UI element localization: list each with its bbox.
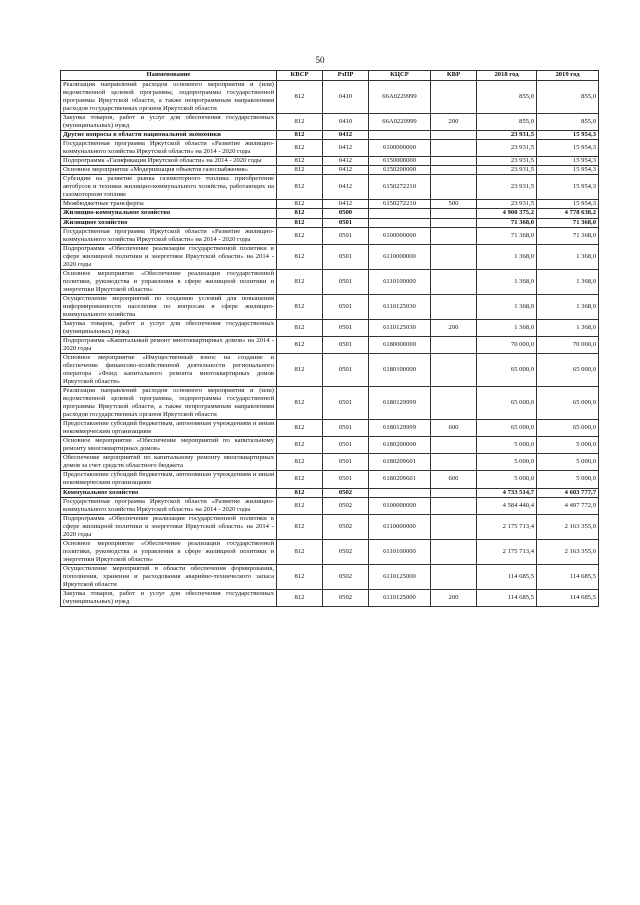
row-2018-cell: 114 685,5 <box>477 564 537 589</box>
table-row <box>61 200 599 209</box>
row-name-cell: Подпрограмма «Газификация Иркутской области» на 2014 - 2020 годы <box>61 157 277 166</box>
row-rzpr-cell: 0501 <box>323 336 369 353</box>
row-kvsr-cell: 812 <box>277 497 323 514</box>
row-kvr-cell <box>431 157 477 166</box>
row-kvr-cell <box>431 437 477 454</box>
row-name-cell: Основное мероприятие «Обеспечение реализации государственной политики, руководства и управления в сфере жилищной политики и энергетики Иркутской области» <box>61 269 277 294</box>
row-2019-cell: 2 163 355,0 <box>537 514 599 539</box>
row-kvsr-cell: 812 <box>277 140 323 157</box>
table-row <box>61 244 599 269</box>
row-2019-cell: 15 954,3 <box>537 157 599 166</box>
row-kvr-cell <box>431 354 477 387</box>
row-name-cell: Коммунальное хозяйство <box>61 488 277 497</box>
header-kcsr: КЦСР <box>369 71 431 81</box>
row-kvsr-cell: 812 <box>277 227 323 244</box>
row-rzpr-cell: 0501 <box>323 227 369 244</box>
table-row <box>61 488 599 497</box>
row-kcsr-cell <box>369 131 431 140</box>
row-2019-cell: 1 368,0 <box>537 294 599 319</box>
row-2018-cell: 23 931,5 <box>477 131 537 140</box>
row-2019-cell: 15 954,3 <box>537 175 599 200</box>
row-2018-cell: 5 000,0 <box>477 437 537 454</box>
row-kvsr-cell: 812 <box>277 454 323 471</box>
table-row <box>61 497 599 514</box>
row-2019-cell: 71 368,0 <box>537 218 599 227</box>
row-rzpr-cell: 0501 <box>323 454 369 471</box>
table-row <box>61 454 599 471</box>
row-name-cell: Закупка товаров, работ и услуг для обеспечения государственных (муниципальных) нужд <box>61 114 277 131</box>
row-2018-cell: 5 000,0 <box>477 454 537 471</box>
row-2019-cell: 4 603 777,7 <box>537 488 599 497</box>
table-row <box>61 589 599 606</box>
table-row <box>61 157 599 166</box>
table-row <box>61 209 599 218</box>
row-kvsr-cell: 812 <box>277 294 323 319</box>
row-kvsr-cell: 812 <box>277 564 323 589</box>
table-row <box>61 319 599 336</box>
row-2019-cell: 1 368,0 <box>537 269 599 294</box>
row-rzpr-cell: 0410 <box>323 81 369 114</box>
row-kvsr-cell: 812 <box>277 269 323 294</box>
row-rzpr-cell: 0412 <box>323 166 369 175</box>
row-2019-cell: 1 368,0 <box>537 244 599 269</box>
row-2018-cell: 2 175 713,4 <box>477 539 537 564</box>
row-kvr-cell <box>431 227 477 244</box>
row-2019-cell: 65 000,0 <box>537 354 599 387</box>
row-kcsr-cell: 6110100000 <box>369 539 431 564</box>
row-2019-cell: 4 497 772,9 <box>537 497 599 514</box>
row-kvsr-cell: 812 <box>277 218 323 227</box>
row-name-cell: Основное мероприятие «Имущественный взнос на создание и обеспечение финансово-хозяйственной деятельности регионального оператора «Фонд капитального ремонта многоквартирных домов Иркутской области» <box>61 354 277 387</box>
row-name-cell: Предоставление субсидий бюджетным, автономным учреждениям и иным некоммерческим организациям <box>61 420 277 437</box>
row-kvr-cell <box>431 140 477 157</box>
table-row <box>61 437 599 454</box>
row-kvr-cell <box>431 131 477 140</box>
row-kvsr-cell: 812 <box>277 81 323 114</box>
row-2018-cell: 23 931,5 <box>477 140 537 157</box>
row-2018-cell: 4 584 440,4 <box>477 497 537 514</box>
row-2019-cell: 15 954,3 <box>537 140 599 157</box>
row-2018-cell: 1 368,0 <box>477 294 537 319</box>
row-2018-cell: 1 368,0 <box>477 269 537 294</box>
row-kvr-cell: 600 <box>431 471 477 488</box>
row-kvsr-cell: 812 <box>277 157 323 166</box>
row-name-cell: Основное мероприятие «Обеспечение мероприятий по капитальному ремонту многоквартирных домов» <box>61 437 277 454</box>
row-kvsr-cell: 812 <box>277 166 323 175</box>
row-name-cell: Основное мероприятие «Обеспечение реализации государственной политики, руководства и управления в сфере жилищной политики и энергетики Иркутской области» <box>61 539 277 564</box>
row-2019-cell: 114 685,5 <box>537 564 599 589</box>
row-kcsr-cell: 6150000000 <box>369 157 431 166</box>
header-2019: 2019 год <box>537 71 599 81</box>
row-name-cell: Государственная программа Иркутской области «Развитие жилищно-коммунального хозяйства Иркутской области» на 2014 - 2020 годы <box>61 140 277 157</box>
row-kvsr-cell: 812 <box>277 539 323 564</box>
row-kcsr-cell: 6150272210 <box>369 200 431 209</box>
row-kcsr-cell <box>369 488 431 497</box>
row-kvsr-cell: 812 <box>277 200 323 209</box>
row-kvsr-cell: 812 <box>277 420 323 437</box>
row-kvr-cell: 600 <box>431 420 477 437</box>
budget-table <box>60 70 599 607</box>
row-2018-cell: 71 368,0 <box>477 227 537 244</box>
row-kvr-cell <box>431 244 477 269</box>
row-kvsr-cell: 812 <box>277 488 323 497</box>
row-2019-cell: 5 000,0 <box>537 437 599 454</box>
row-kvr-cell <box>431 488 477 497</box>
row-2018-cell: 23 931,5 <box>477 157 537 166</box>
row-rzpr-cell: 0501 <box>323 387 369 420</box>
table-row <box>61 175 599 200</box>
row-kcsr-cell: 6180209601 <box>369 454 431 471</box>
table-row <box>61 269 599 294</box>
row-2019-cell: 65 000,0 <box>537 420 599 437</box>
row-kvsr-cell: 812 <box>277 437 323 454</box>
row-kcsr-cell: 6110000000 <box>369 244 431 269</box>
row-name-cell: Подпрограмма «Капитальный ремонт многоквартирных домов» на 2014 - 2020 годы <box>61 336 277 353</box>
row-kvsr-cell: 812 <box>277 514 323 539</box>
row-kvr-cell <box>431 564 477 589</box>
row-kvr-cell <box>431 336 477 353</box>
row-kcsr-cell <box>369 218 431 227</box>
row-kcsr-cell: 6110125000 <box>369 564 431 589</box>
row-kvr-cell: 200 <box>431 319 477 336</box>
table-row <box>61 471 599 488</box>
row-2018-cell: 4 908 375,2 <box>477 209 537 218</box>
row-rzpr-cell: 0502 <box>323 514 369 539</box>
row-kcsr-cell: 6110125030 <box>369 294 431 319</box>
row-kvsr-cell: 812 <box>277 114 323 131</box>
row-2018-cell: 5 000,0 <box>477 471 537 488</box>
table-row <box>61 564 599 589</box>
row-2018-cell: 2 175 713,4 <box>477 514 537 539</box>
row-2018-cell: 23 931,5 <box>477 166 537 175</box>
row-kcsr-cell: 6110100000 <box>369 269 431 294</box>
row-rzpr-cell: 0502 <box>323 497 369 514</box>
row-kcsr-cell: 6180200000 <box>369 437 431 454</box>
table-row <box>61 114 599 131</box>
row-kcsr-cell: 6150272210 <box>369 175 431 200</box>
table-row <box>61 387 599 420</box>
table-row <box>61 81 599 114</box>
table-header-row <box>61 71 599 81</box>
row-rzpr-cell: 0410 <box>323 114 369 131</box>
row-name-cell: Субсидии на развитие рынка газомоторного топлива: приобретение автобусов и техники жилищно-коммунального хозяйства, работающих на газомоторном топливе <box>61 175 277 200</box>
row-rzpr-cell: 0501 <box>323 244 369 269</box>
row-2018-cell: 65 000,0 <box>477 354 537 387</box>
row-kvr-cell <box>431 497 477 514</box>
row-kvr-cell <box>431 218 477 227</box>
row-2019-cell: 15 954,3 <box>537 200 599 209</box>
row-kcsr-cell: 6110125000 <box>369 589 431 606</box>
table-row <box>61 227 599 244</box>
row-2019-cell: 1 368,0 <box>537 319 599 336</box>
row-kcsr-cell: 6180000000 <box>369 336 431 353</box>
table-body <box>61 81 599 607</box>
row-name-cell: Реализация направлений расходов основного мероприятия и (или) ведомственной целевой программы, подпрограммы государственной программы Иркутской области, а также непрограммным направлениям расходов государственных органов Иркутской области <box>61 387 277 420</box>
row-2019-cell: 2 163 355,0 <box>537 539 599 564</box>
row-rzpr-cell: 0501 <box>323 471 369 488</box>
row-kcsr-cell: 66А0229999 <box>369 114 431 131</box>
row-2018-cell: 855,0 <box>477 114 537 131</box>
row-rzpr-cell: 0412 <box>323 175 369 200</box>
row-name-cell: Осуществление мероприятий по созданию условий для повышения информированности населения по вопросам в сфере жилищно-коммунального хозяйства <box>61 294 277 319</box>
row-kcsr-cell: 6100000000 <box>369 497 431 514</box>
row-rzpr-cell: 0412 <box>323 140 369 157</box>
header-rzpr: РзПР <box>323 71 369 81</box>
row-name-cell: Межбюджетные трансферты <box>61 200 277 209</box>
row-2019-cell: 855,0 <box>537 81 599 114</box>
row-2018-cell: 114 685,5 <box>477 589 537 606</box>
row-2019-cell: 15 954,3 <box>537 166 599 175</box>
row-rzpr-cell: 0502 <box>323 488 369 497</box>
table-row <box>61 218 599 227</box>
row-kvsr-cell: 812 <box>277 336 323 353</box>
row-2019-cell: 70 000,0 <box>537 336 599 353</box>
row-name-cell: Осуществление мероприятий в области обеспечения формирования, пополнения, хранения и расходования аварийно-технического запаса Иркутской области <box>61 564 277 589</box>
row-rzpr-cell: 0501 <box>323 437 369 454</box>
row-2018-cell: 1 368,0 <box>477 319 537 336</box>
row-kvsr-cell: 812 <box>277 387 323 420</box>
row-kcsr-cell: 6100000000 <box>369 140 431 157</box>
header-name: Наименование <box>61 71 277 81</box>
row-kcsr-cell: 6110125030 <box>369 319 431 336</box>
row-2019-cell: 855,0 <box>537 114 599 131</box>
row-2019-cell: 114 685,5 <box>537 589 599 606</box>
row-name-cell: Основное мероприятие «Модернизация объектов газоснабжения» <box>61 166 277 175</box>
row-kvsr-cell: 812 <box>277 471 323 488</box>
row-kcsr-cell: 6180209601 <box>369 471 431 488</box>
row-kvsr-cell: 812 <box>277 131 323 140</box>
row-kcsr-cell: 6180129999 <box>369 420 431 437</box>
row-rzpr-cell: 0412 <box>323 131 369 140</box>
row-kvsr-cell: 812 <box>277 209 323 218</box>
row-kvr-cell: 200 <box>431 114 477 131</box>
row-name-cell: Реализация направлений расходов основного мероприятия и (или) ведомственной целевой программы, подпрограммы государственной программы Иркутской области, а также непрограммным направлениям расходов государственных органов Иркутской области <box>61 81 277 114</box>
row-kvr-cell <box>431 269 477 294</box>
row-rzpr-cell: 0500 <box>323 209 369 218</box>
row-2019-cell: 5 000,0 <box>537 471 599 488</box>
table-row <box>61 354 599 387</box>
row-2018-cell: 4 733 514,7 <box>477 488 537 497</box>
row-name-cell: Другие вопросы в области национальной экономики <box>61 131 277 140</box>
row-kcsr-cell: 6150200000 <box>369 166 431 175</box>
row-kvsr-cell: 812 <box>277 354 323 387</box>
row-rzpr-cell: 0502 <box>323 539 369 564</box>
row-2018-cell: 65 000,0 <box>477 387 537 420</box>
row-kvr-cell <box>431 454 477 471</box>
row-name-cell: Жилищное хозяйство <box>61 218 277 227</box>
row-kvr-cell <box>431 539 477 564</box>
row-name-cell: Обеспечение мероприятий по капитальному ремонту многоквартирных домов за счет средств областного бюджета <box>61 454 277 471</box>
table-row <box>61 514 599 539</box>
table-row <box>61 420 599 437</box>
row-2019-cell: 71 368,0 <box>537 227 599 244</box>
row-kvr-cell <box>431 514 477 539</box>
row-kcsr-cell: 6180100000 <box>369 354 431 387</box>
row-kvr-cell: 200 <box>431 589 477 606</box>
row-rzpr-cell: 0412 <box>323 200 369 209</box>
row-2018-cell: 1 368,0 <box>477 244 537 269</box>
row-kcsr-cell <box>369 209 431 218</box>
row-rzpr-cell: 0501 <box>323 354 369 387</box>
row-name-cell: Закупка товаров, работ и услуг для обеспечения государственных (муниципальных) нужд <box>61 319 277 336</box>
table-row <box>61 539 599 564</box>
row-2018-cell: 71 368,0 <box>477 218 537 227</box>
row-kcsr-cell: 6100000000 <box>369 227 431 244</box>
row-rzpr-cell: 0502 <box>323 564 369 589</box>
row-kcsr-cell: 6180129999 <box>369 387 431 420</box>
row-2019-cell: 5 000,0 <box>537 454 599 471</box>
row-kvr-cell <box>431 166 477 175</box>
row-2018-cell: 65 000,0 <box>477 420 537 437</box>
row-kvr-cell <box>431 209 477 218</box>
row-kvsr-cell: 812 <box>277 319 323 336</box>
row-rzpr-cell: 0502 <box>323 589 369 606</box>
row-name-cell: Закупка товаров, работ и услуг для обеспечения государственных (муниципальных) нужд <box>61 589 277 606</box>
table-row <box>61 131 599 140</box>
row-rzpr-cell: 0501 <box>323 319 369 336</box>
row-2018-cell: 70 000,0 <box>477 336 537 353</box>
row-kvr-cell <box>431 81 477 114</box>
header-kvsr: КВСР <box>277 71 323 81</box>
row-kvsr-cell: 812 <box>277 244 323 269</box>
row-kcsr-cell: 66А0229999 <box>369 81 431 114</box>
row-2019-cell: 65 000,0 <box>537 387 599 420</box>
row-kvr-cell: 500 <box>431 200 477 209</box>
row-name-cell: Государственная программа Иркутской области «Развитие жилищно-коммунального хозяйства Иркутской области» на 2014 - 2020 годы <box>61 497 277 514</box>
row-2018-cell: 23 931,5 <box>477 200 537 209</box>
header-2018: 2018 год <box>477 71 537 81</box>
table-row <box>61 294 599 319</box>
row-2018-cell: 23 931,5 <box>477 175 537 200</box>
row-name-cell: Жилищно-коммунальное хозяйство <box>61 209 277 218</box>
row-rzpr-cell: 0501 <box>323 294 369 319</box>
table-row <box>61 166 599 175</box>
row-2019-cell: 4 778 638,2 <box>537 209 599 218</box>
table-row <box>61 336 599 353</box>
row-name-cell: Подпрограмма «Обеспечение реализации государственной политики в сфере жилищной политики и энергетики Иркутской области» на 2014 - 2020 годы <box>61 244 277 269</box>
row-2018-cell: 855,0 <box>477 81 537 114</box>
row-kvsr-cell: 812 <box>277 175 323 200</box>
row-rzpr-cell: 0412 <box>323 157 369 166</box>
row-kvr-cell <box>431 294 477 319</box>
row-name-cell: Предоставление субсидий бюджетным, автономным учреждениям и иным некоммерческим организациям <box>61 471 277 488</box>
row-kvr-cell <box>431 175 477 200</box>
row-rzpr-cell: 0501 <box>323 218 369 227</box>
row-2019-cell: 15 954,3 <box>537 131 599 140</box>
row-name-cell: Подпрограмма «Обеспечение реализации государственной политики в сфере жилищной политики и энергетики Иркутской области» на 2014 - 2020 годы <box>61 514 277 539</box>
row-kvsr-cell: 812 <box>277 589 323 606</box>
row-rzpr-cell: 0501 <box>323 420 369 437</box>
row-rzpr-cell: 0501 <box>323 269 369 294</box>
row-kcsr-cell: 6110000000 <box>369 514 431 539</box>
row-name-cell: Государственная программа Иркутской области «Развитие жилищно-коммунального хозяйства Иркутской области» на 2014 - 2020 годы <box>61 227 277 244</box>
header-kvr: КВР <box>431 71 477 81</box>
table-row <box>61 140 599 157</box>
page-number: 50 <box>315 55 325 65</box>
row-kvr-cell <box>431 387 477 420</box>
